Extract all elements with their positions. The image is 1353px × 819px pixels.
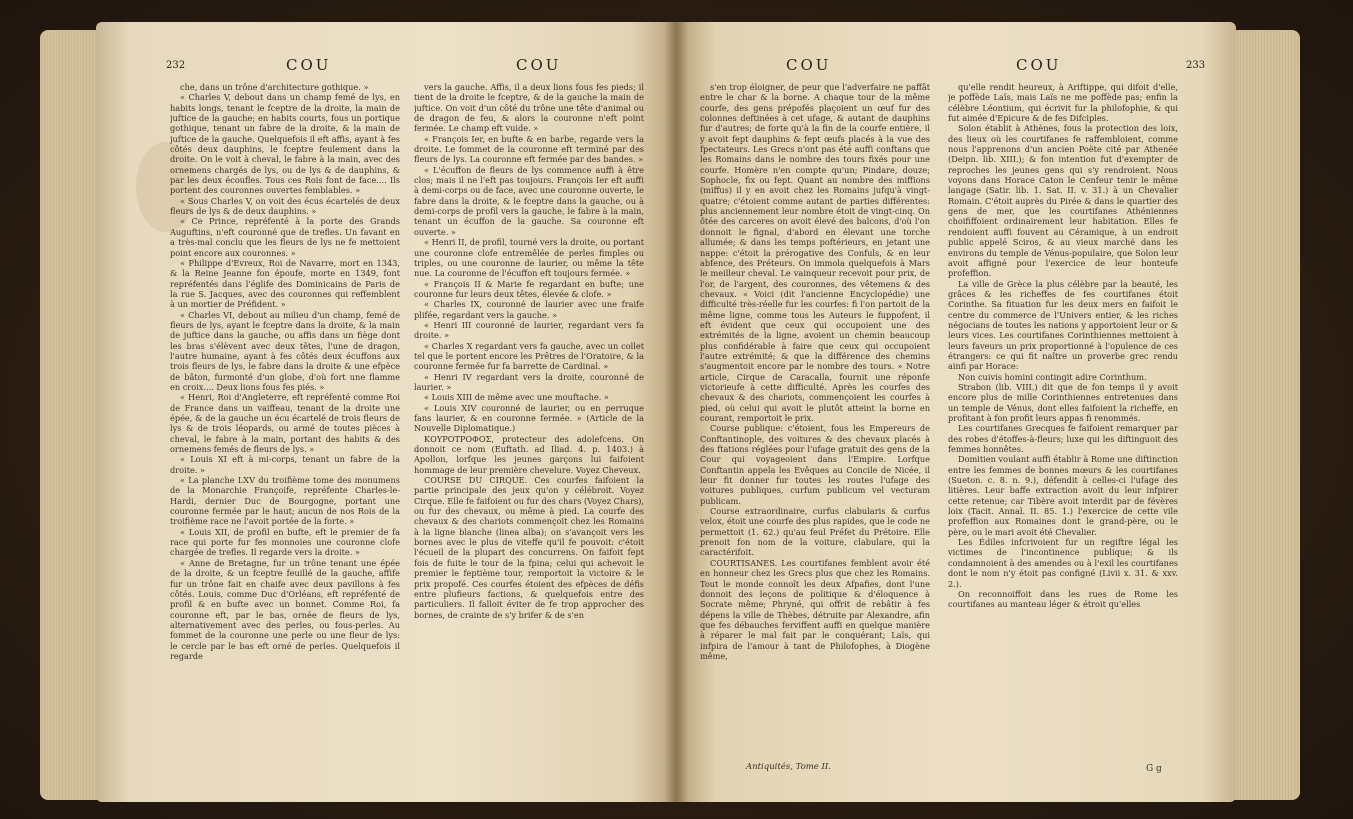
paragraph: Non cuivis homini contingit adire Corinthum. <box>958 371 1147 382</box>
paragraph: qu'elle rendit heureux, à Ariftippe, qui difoit d'elle, je poffède Laïs, mais Laïs ne me poffède pas; enfin la célèbre Léontium, qui écrivit fur la philofophie, & qui fut aimée d'Epicure & de fes Difciples. <box>948 82 1178 124</box>
left-header-col2: COU <box>516 56 562 74</box>
paragraph: « Charles V, debout dans un champ femé de lys, en habits longs, tenant le fceptre de la droite, la main de juftice de la gauche; en habits courts, fous un portique gothique, tenant un fabre de la droite, & la main de juftice de la gauche. Quelquefois il eft affis, ayant à fes côtés deux dauphins, le fceptre feulement dans la droite. On le voit à cheval, le fabre à la main, avec des ornemens chargés de lys, ou de lys & de dauphins, & par les deux écoufles. Tous ces Rois font de face.... Ils portent des couronnes ouvertes femblables. » <box>170 92 400 196</box>
paragraph: s'en trop éloigner, de peur que l'adverfaire ne paffât entre le char & la borne. A chaque tour de la même courfe, des gens prépofés plaçoient un œuf fur des colonnes deftinées à cet ufage, & autant de dauphins fur d'autres; de forte qu'à la fin de la courfe entière, il y avoit fept dauphins & fept œufs placés à la vue des fpectateurs. Les Grecs n'ont pas été auffi conftans que les Romains dans le nombre des tours fixés pour une courfe. Homère n'en compte qu'un; Pindare, douze; Sophocle, fix ou fept. Quant au nombre des miffions (miffus) il y en avoit chez les Romains jufqu'à vingt-quatre; c'étoient comme autant de parties différentes: plus anciennement leur nombre étoit de vingt-cinq. On ôtée des carceres on avoit élevé des balcons, d'où l'on donnoit le fignal, d'abord en élevant une torche allumée; & dans les temps poftérieurs, en jetant une nappe: c'étoit la prérogative des Confuls, & en leur abfence, des Préteurs. On immola quelquefois à Mars le meilleur cheval. Le vainqueur recevoit pour prix, de l'or, de l'argent, des couronnes, des vêtemens & des chevaux. « Voici (dit l'ancienne Encyclopédie) une difficulté très-réelle fur les courfes: fi l'on partoit de la même ligne, comme tous les Auteurs le fuppofent, il eft évident que ceux qui occupoient une des extrémités de la ligne, avoient un chemin beaucoup plus confidérable à faire que ceux qui occupoient l'autre extrémité; & que la différence des chemins s'augmentoit encore par le nombre des tours. » Notre article, Cirque de Caracalla, fournit une réponfe victorieufe à cette difficulté. Après les courfes des chevaux & des chariots, commençoient les courfes à pied, où celui qui avoit le plutôt atteint la borne en courant, remportoit le prix. <box>700 82 930 423</box>
paragraph: « Louis XII, de profil en bufte, eft le premier de fa race qui porte fur fes monnoies une couronne clofe chargée de trefles. Il regarde vers la droite. » <box>170 526 400 558</box>
paragraph: Les courtifanes Grecques fe faifoient remarquer par des robes d'étoffes-à-fleurs; luxe qui les diftinguoit des femmes honnêtes. <box>948 423 1178 455</box>
paragraph: Domitien voulant auffi établir à Rome une diftinction entre les femmes de bonnes mœurs & les courtifanes (Sueton. c. 8. n. 9.), défendit à celles-ci l'ufage des litières. Leur baffe extraction avoit du leur infpirer cette retenue; car Tibère avoit interdit par de févères loix (Tacit. Annal. II. 85. 1.) l'exercice de cette vile profeffion aux Romaines dont le grand-père, ou le père, ou le mari avoit été Chevalier. <box>948 454 1178 537</box>
left-column-2 <box>414 82 644 782</box>
paragraph: « Louis XIV couronné de laurier, ou en perruque fans laurier, & en couronne fermée. » (Article de la Nouvelle Diplomatique.) <box>414 402 644 434</box>
paragraph: « Louis XIII de même avec une mouftache. » <box>424 392 609 403</box>
left-page-edges <box>40 30 102 800</box>
signature-mark: G g <box>1146 764 1162 774</box>
paragraph: « Sous Charles V, on voit des écus écartelés de deux fleurs de lys & de deux dauphins. » <box>170 195 400 217</box>
paragraph: COURSE DU CIRQUE. Ces courfes faifoient la partie principale des jeux qu'on y célébroit. Voyez Cirque. Elle fe faifoient ou fur des chars (Voyez Chars), ou fur des chevaux, ou même à pied. La courfe des chevaux & des chariots commençoit chez les Romains à la ligne blanche (linea alba); on s'avançoit vers les bornes avec le plus de viteffe qu'il fe pouvoit: c'étoit l'écueil de la plupart des concurrens. On faifoit fept fois de fuite le tour de la fpina; celui qui achevoit le premier le feptième tour, remportoit la victoire & le prix propofé. Ces courfes étoient des efpèces de défis entre plufieurs factions, & quelquefois entre des particuliers. Il falloit éviter de fe trop approcher des bornes, de crainte de s'y brifer & de s'en <box>414 475 644 620</box>
book-gutter <box>664 22 688 802</box>
paragraph: che, dans un trône d'architecture gothique. » <box>180 82 369 92</box>
right-header-col1: COU <box>786 56 832 74</box>
right-page <box>676 22 1236 802</box>
right-page-edges <box>1230 30 1300 800</box>
paragraph: On reconnoiffoit dans les rues de Rome les courtifanes au manteau léger & étroit qu'elles <box>948 588 1178 610</box>
paragraph: « Charles X regardant vers fa gauche, avec un collet tel que le portent encore les Prêtres de l'Oratoire, & la couronne fermée fur fa barrette de Cardinal. » <box>414 340 644 372</box>
paragraph: « Charles VI, debout au milieu d'un champ, femé de fleurs de lys, ayant le fceptre dans la droite, & la main de juftice dans la gauche, ou affis dans un fiège dont les bras s'élèvent avec deux têtes, l'une de dragon, l'autre humaine, ayant à fes côtés deux écuffons aux trois fleurs de lys, le fabre dans la droite & une efpèce de bâton, furmonté d'un globe, d'où fort une flamme en croix.... Deux lions fous fes piés. » <box>170 309 400 392</box>
right-page-number: 233 <box>1186 60 1206 71</box>
paragraph: Strabon (lib. VIII.) dit que de fon temps il y avoit encore plus de mille Corinthiennes entretenues dans un temple de Vénus, dont elles faifoient la richeffe, en profitant à fon profit leurs appas fi renommés. <box>948 381 1178 423</box>
paragraph: vers la gauche. Affis, il a deux lions fous fes pieds; il tient de la droite le fceptre, & de la gauche la main de juftice. On voit d'un côté du trône une tête d'animal ou de dragon de feu, & alors la couronne n'eft point fermée. Le champ eft vuide. » <box>414 82 644 134</box>
paragraph: « François II & Marie fe regardant en bufte; une couronne fur leurs deux têtes, élevée & clofe. » <box>414 278 644 299</box>
right-column-2 <box>948 82 1178 772</box>
paragraph: ΚΟΥΡΟΤΡΟΦΟΣ, protecteur des adolefcens. On donnoit ce nom (Euftath. ad Iliad. 4. p. 1403.) à Apollon, lorfque les jeunes garçons lui faifoient hommage de leur première chevelure. Voyez Cheveux. <box>414 433 644 475</box>
paragraph: « Charles IX, couronné de laurier avec une fraife plifée, regardant vers la gauche. » <box>414 299 644 320</box>
paragraph: « Louis XI eft à mi-corps, tenant un fabre de la droite. » <box>170 454 400 475</box>
paragraph: « Philippe d'Evreux, Roi de Navarre, mort en 1343, & la Reine Jeanne fon époufe, morte en 1349, font repréfentés dans l'églife des Dominicains de Paris de la rue S. Jacques, avec des couronnes qui reffemblent à un mortier de Préfident. » <box>170 257 400 310</box>
right-header-col2: COU <box>1016 56 1062 74</box>
paragraph: « Ce Prince, repréfenté à la porte des Grands Auguftins, n'eft couronné que de trefles. Un favant en a très-mal conclu que les fleurs de lys ne fe mettoient point encore aux couronnes. » <box>170 216 400 258</box>
volume-footer: Antiquités, Tome II. <box>746 762 831 772</box>
paragraph: « Anne de Bretagne, fur un trône tenant une épée de la droite, & un fceptre feuillé de la gauche, affife fur un trône fait en chaife avec deux pavillons à fes côtés. Louis, comme Duc d'Orléans, eft repréfenté de profil & en bufte avec un bonnet. Comme Roi, fa couronne eft, par le bas, ornée de fleurs de lys, alternativement avec des perles, ou fous-perles. Au fommet de la couronne une perle ou une fleur de lys: le cercle par le bas eft orné de perles. Quelquefois il regarde <box>170 557 400 661</box>
paragraph: « La planche LXV du troifième tome des monumens de la Monarchie Françoife, repréfente Charles-le-Hardi, dernier Duc de Bourgogne, portant une couronne fermée par le haut; aucun de nos Rois de la troifième race ne l'avoit portée de la forte. » <box>170 475 400 527</box>
paragraph: Course publique: c'étoient, fous les Empereurs de Conftantinople, des voitures & des chevaux placés à des ftations réglées pour l'ufage gratuit des gens de la Cour qui voyageoient dans l'Empire. Lorfque Conftantin appela les Evêques au Concile de Nicée, il leur fit donner fur toutes les routes l'ufage des voitures publiques, curfum publicum vel vecturam publicam. <box>700 423 930 506</box>
paragraph: « Henri III couronné de laurier, regardant vers fa droite. » <box>414 319 644 341</box>
paragraph: « Henri II, de profil, tourné vers la droite, ou portant une couronne clofe entremêlée de perles fimples ou triples, ou une couronne de laurier, ou même la tête nue. La couronne de l'écuffon eft toujours fermée. » <box>414 237 644 279</box>
paragraph: COURTISANES. Les courtifanes femblent avoir été en honneur chez les Grecs plus que chez les Romains. Tout le monde connoît les deux Afpafies, dont l'une donnoit des leçons de politique & d'éloquence à Socrate même; Phryné, qui offrit de rebâtir à fes dépens la ville de Thèbes, détruite par Alexandre, afin que fes débauches ferviffent auffi en quelque manière à réparer le mal fait par le conquérant; Laïs, qui infpira de l'amour à tant de Philofophes, à Diogène même, <box>700 557 930 661</box>
left-page <box>96 22 676 802</box>
left-column-1 <box>170 82 400 782</box>
paragraph: « L'écuffon de fleurs de lys commence auffi à être clos; mais il ne l'eft pas toujours. François Ier eft auffi à demi-corps ou de face, avec une couronne ouverte, le fabre dans la droite, & le fceptre dans la gauche, ou à demi-corps de profil vers la gauche, le fabre à la main, tenant un écuffon de la gauche. Sa couronne eft ouverte. » <box>414 164 644 237</box>
paragraph: Les Édiles infcrivoient fur un regiftre légal les victimes de l'incontinence publique; & ils condamnoient à des amendes ou à l'exil les courtifanes dont le nom n'y étoit pas configné (Livii x. 31. & xxv. 2.). <box>948 537 1178 589</box>
left-header-col1: COU <box>286 56 332 74</box>
paragraph: Solon établit à Athènes, fous la protection des loix, des lieux où les courtifanes fe raffembloient, comme nous l'apprenons d'un ancien Poëte cité par Athenée (Deipn. lib. XIII.); & fon intention fut d'exempter de reproches les jeunes gens qui s'y rendroient. Nous voyons dans Horace Caton le Cenfeur tenir le même langage (Satir. lib. 1. Sat. II. v. 31.) à un Chevalier Romain. C'étoit auprès du Pirée & dans le quartier des gens de mer, que les courtifanes Athéniennes choififfoient ordinairement leur habitation. Elles fe rendoient auffi fouvent au Céramique, à un endroit public appelé Sciros, & au vieux marché dans les environs du temple de Vénus-populaire, que Solon leur avoit affigné pour l'exercice de leur honteufe profeffion. <box>948 123 1178 279</box>
paragraph: La ville de Grèce la plus célèbre par la beauté, les grâces & les richeffes de fes courtifanes étoit Corinthe. Sa fituation fur les deux mers en faifoit le centre du commerce de l'Univers entier, & les riches négocians de toutes les nations y apportoient leur or & leurs vices. Les courtifanes Corinthiennes mettoient à leurs faveurs un prix proportionné à l'opulence de ces étrangers: ce qui fit naître un proverbe grec rendu ainfi par Horace: <box>948 278 1178 372</box>
paragraph: « Henri, Roi d'Angleterre, eft repréfenté comme Roi de France dans un vaiffeau, tenant de la droite une épée, & de la gauche un écu écartelé de trois fleurs de lys & de trois léopards, ou armé de toutes pièces à cheval, le fabre à la main, portant des habits & des ornemens femés de fleurs de lys. » <box>170 392 400 455</box>
right-column-1 <box>700 82 930 758</box>
paragraph: « François Ier, en bufte & en barbe, regarde vers la droite. Le fommet de la couronne eft terminé par des fleurs de lys. La couronne eft fermée par des bandes. » <box>414 133 644 165</box>
left-page-number: 232 <box>166 60 186 71</box>
paragraph: « Henri IV regardant vers la droite, couronné de laurier. » <box>414 371 644 392</box>
paragraph: Course extraordinaire, curfus clabularis & curfus velox, étoit une courfe des plus rapides, que le code ne permettoit (1. 62.) qu'au feul Préfet du Prétoire. Elle prenoit fon nom de la voiture, clabulare, qui la caractérifoit. <box>700 506 930 558</box>
